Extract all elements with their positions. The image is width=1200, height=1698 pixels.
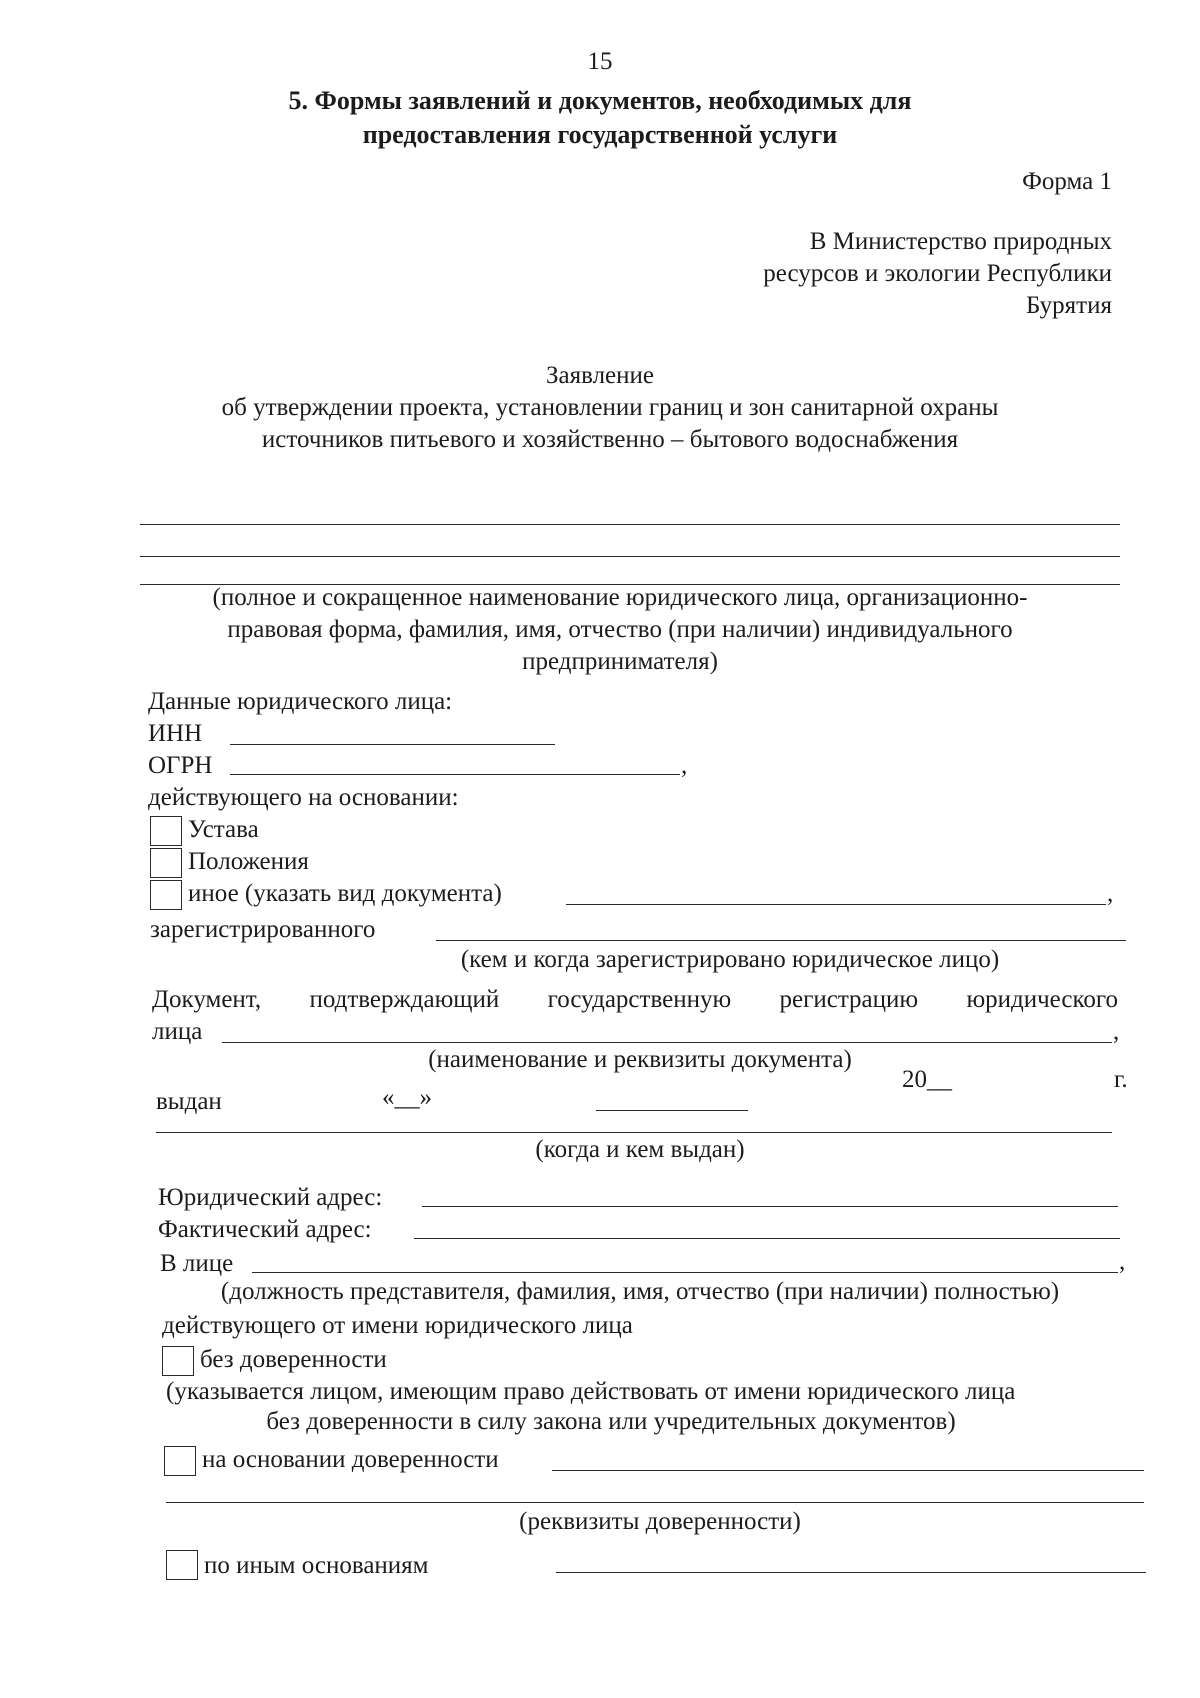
other-document-checkbox[interactable]: [150, 880, 182, 910]
registered-label: зарегистрированного: [150, 916, 376, 943]
issued-month-field[interactable]: [596, 1110, 748, 1111]
name-hint-line1: (полное и сокращенное наименование юридического лица, организационно-: [212, 584, 1028, 611]
no-power-checkbox[interactable]: [162, 1346, 194, 1376]
acting-on-basis-label: действующего на основании:: [148, 784, 459, 811]
power-of-attorney-field[interactable]: [552, 1470, 1144, 1471]
registration-document-field[interactable]: [222, 1042, 1112, 1043]
other-document-field[interactable]: [566, 904, 1106, 905]
other-grounds-field[interactable]: [556, 1572, 1146, 1573]
addressee-line1: В Министерство природных: [809, 228, 1112, 255]
legal-address-field[interactable]: [422, 1206, 1118, 1207]
registered-field[interactable]: [436, 940, 1126, 941]
regulation-option-label: Положения: [188, 848, 309, 875]
no-power-label: без доверенности: [200, 1346, 387, 1373]
statement-subject-line1: об утверждении проекта, установлении границ и зон санитарной охраны: [221, 394, 999, 421]
representative-label: В лице: [160, 1250, 234, 1277]
acting-on-behalf-text: действующего от имени юридического лица: [162, 1312, 633, 1339]
other-document-comma: ,: [1107, 880, 1114, 907]
issued-day-field[interactable]: «__»: [382, 1084, 432, 1111]
form-label: Форма 1: [1022, 168, 1112, 195]
power-of-attorney-hint: (реквизиты доверенности): [519, 1508, 801, 1535]
statement-subject-line2: источников питьевого и хозяйственно – бытового водоснабжения: [261, 426, 959, 453]
legal-entity-header: Данные юридического лица:: [148, 688, 453, 715]
no-power-hint-line2: без доверенности в силу закона или учредительных документов): [266, 1408, 956, 1435]
addressee-line2: ресурсов и экологии Республики: [763, 260, 1112, 287]
other-grounds-checkbox[interactable]: [166, 1550, 198, 1580]
charter-checkbox[interactable]: [150, 816, 182, 846]
representative-field[interactable]: [252, 1272, 1118, 1273]
issued-hint: (когда и кем выдан): [535, 1136, 745, 1163]
ogrn-field[interactable]: [230, 774, 680, 775]
power-of-attorney-label: на основании доверенности: [202, 1446, 499, 1473]
issued-year-suffix: г.: [1114, 1066, 1128, 1093]
registration-document-label-line1: Документ, подтверждающий государственную регистрацию юридического: [152, 986, 1118, 1013]
representative-hint: (должность представителя, фамилия, имя, отчество (при наличии) полностью): [220, 1278, 1060, 1305]
ogrn-label: ОГРН: [148, 752, 213, 779]
registered-hint: (кем и когда зарегистрировано юридическое лицо): [460, 946, 1000, 973]
applicant-name-line-2[interactable]: [140, 556, 1120, 557]
applicant-name-line-1[interactable]: [140, 524, 1120, 525]
ogrn-comma: ,: [681, 752, 688, 779]
issued-year-field[interactable]: 20__: [902, 1066, 952, 1093]
other-document-option-label: иное (указать вид документа): [188, 880, 502, 907]
statement-heading: Заявление: [545, 362, 655, 389]
registration-document-label-line2: лица: [152, 1018, 203, 1045]
power-of-attorney-details-field[interactable]: [166, 1502, 1144, 1503]
issued-by-field[interactable]: [156, 1132, 1112, 1133]
registration-document-comma: ,: [1113, 1018, 1120, 1045]
other-grounds-label: по иным основаниям: [204, 1552, 429, 1579]
registration-document-hint: (наименование и реквизиты документа): [428, 1046, 852, 1073]
representative-comma: ,: [1119, 1248, 1126, 1275]
name-hint-line2: правовая форма, фамилия, имя, отчество (при наличии) индивидуального: [227, 616, 1013, 643]
page-number: 15: [587, 48, 613, 75]
no-power-hint-line1: (указывается лицом, имеющим право действовать от имени юридического лица: [166, 1378, 1016, 1405]
addressee-line3: Бурятия: [1025, 292, 1112, 319]
section-title-line1: 5. Формы заявлений и документов, необходимых для: [288, 86, 912, 115]
actual-address-label: Фактический адрес:: [158, 1216, 372, 1243]
legal-address-label: Юридический адрес:: [158, 1184, 383, 1211]
power-of-attorney-checkbox[interactable]: [164, 1446, 196, 1476]
inn-field[interactable]: [230, 744, 555, 745]
issued-label: выдан: [156, 1088, 222, 1115]
charter-option-label: Устава: [188, 816, 259, 843]
regulation-checkbox[interactable]: [150, 848, 182, 878]
name-hint-line3: предпринимателя): [522, 648, 718, 675]
inn-label: ИНН: [148, 720, 203, 747]
actual-address-field[interactable]: [414, 1238, 1120, 1239]
section-title-line2: предоставления государственной услуги: [362, 120, 838, 149]
